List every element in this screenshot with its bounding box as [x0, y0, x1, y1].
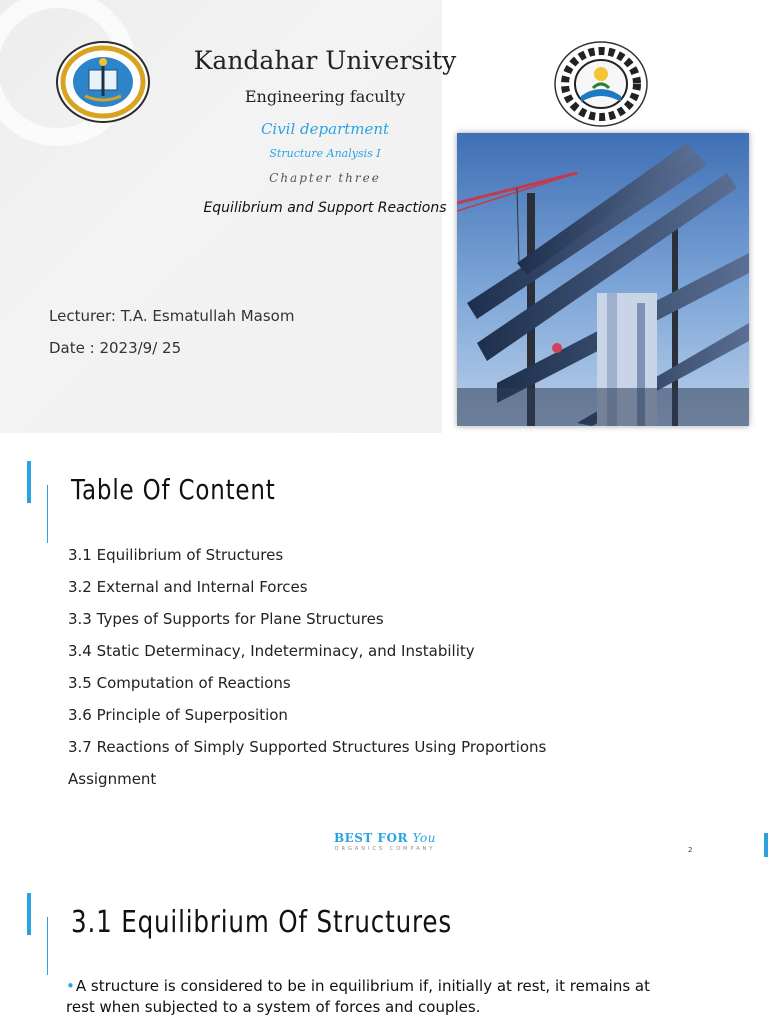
bullet-point: [66, 976, 666, 1018]
toc-item: 3.6 Principle of Superposition: [68, 706, 288, 724]
page-number: 2: [688, 846, 693, 854]
chapter-label: Chapter three: [269, 171, 381, 185]
toc-title: Table Of Content: [71, 473, 276, 506]
toc-item: 3.7 Reactions of Simply Supported Structures Using Proportions: [68, 738, 547, 756]
toc-list: [68, 543, 546, 799]
accent-bar: [27, 893, 31, 935]
steel-structure-photo: [457, 133, 749, 426]
faculty-name: Engineering faculty: [244, 87, 406, 106]
lecturer-name: Lecturer: T.A. Esmatullah Masom: [49, 307, 295, 325]
university-name: Kandahar University: [193, 46, 457, 75]
toc-slide: [0, 433, 768, 863]
bullet-marker: •: [66, 977, 75, 995]
bullet-text: A structure is considered to be in equilibrium if, initially at rest, it remains at rest when subjected to a system of forces and couples.: [66, 977, 650, 1016]
cover-slide: [0, 0, 768, 433]
brand-name: [300, 831, 470, 845]
toc-item: 3.3 Types of Supports for Plane Structures: [68, 610, 384, 628]
presentation-date: Date : 2023/9/ 25: [49, 339, 182, 357]
toc-item: Assignment: [68, 770, 157, 788]
footer-brand: [300, 831, 470, 852]
course-name: Structure Analysis I: [269, 147, 381, 160]
department-name: Civil department: [260, 120, 390, 138]
edge-accent-bar: [764, 833, 768, 857]
toc-item: 3.2 External and Internal Forces: [68, 578, 308, 596]
toc-item: 3.1 Equilibrium of Structures: [68, 546, 284, 564]
toc-item: 3.4 Static Determinacy, Indeterminacy, and Instability: [68, 642, 475, 660]
university-seal-logo: [55, 40, 151, 124]
accent-line: [47, 485, 48, 543]
accent-bar: [27, 461, 31, 503]
brand-script-text: You: [412, 831, 437, 845]
brand-main-text: BEST FOR: [333, 831, 408, 845]
section-slide: [0, 863, 768, 1024]
brand-tagline: ORGANICS COMPANY: [334, 846, 436, 852]
section-title: 3.1 Equilibrium Of Structures: [71, 905, 453, 940]
accent-line: [47, 917, 48, 975]
engineering-faculty-logo: [553, 40, 649, 128]
toc-item: 3.5 Computation of Reactions: [68, 674, 291, 692]
cover-subtitle: Equilibrium and Support Reactions: [203, 200, 447, 216]
